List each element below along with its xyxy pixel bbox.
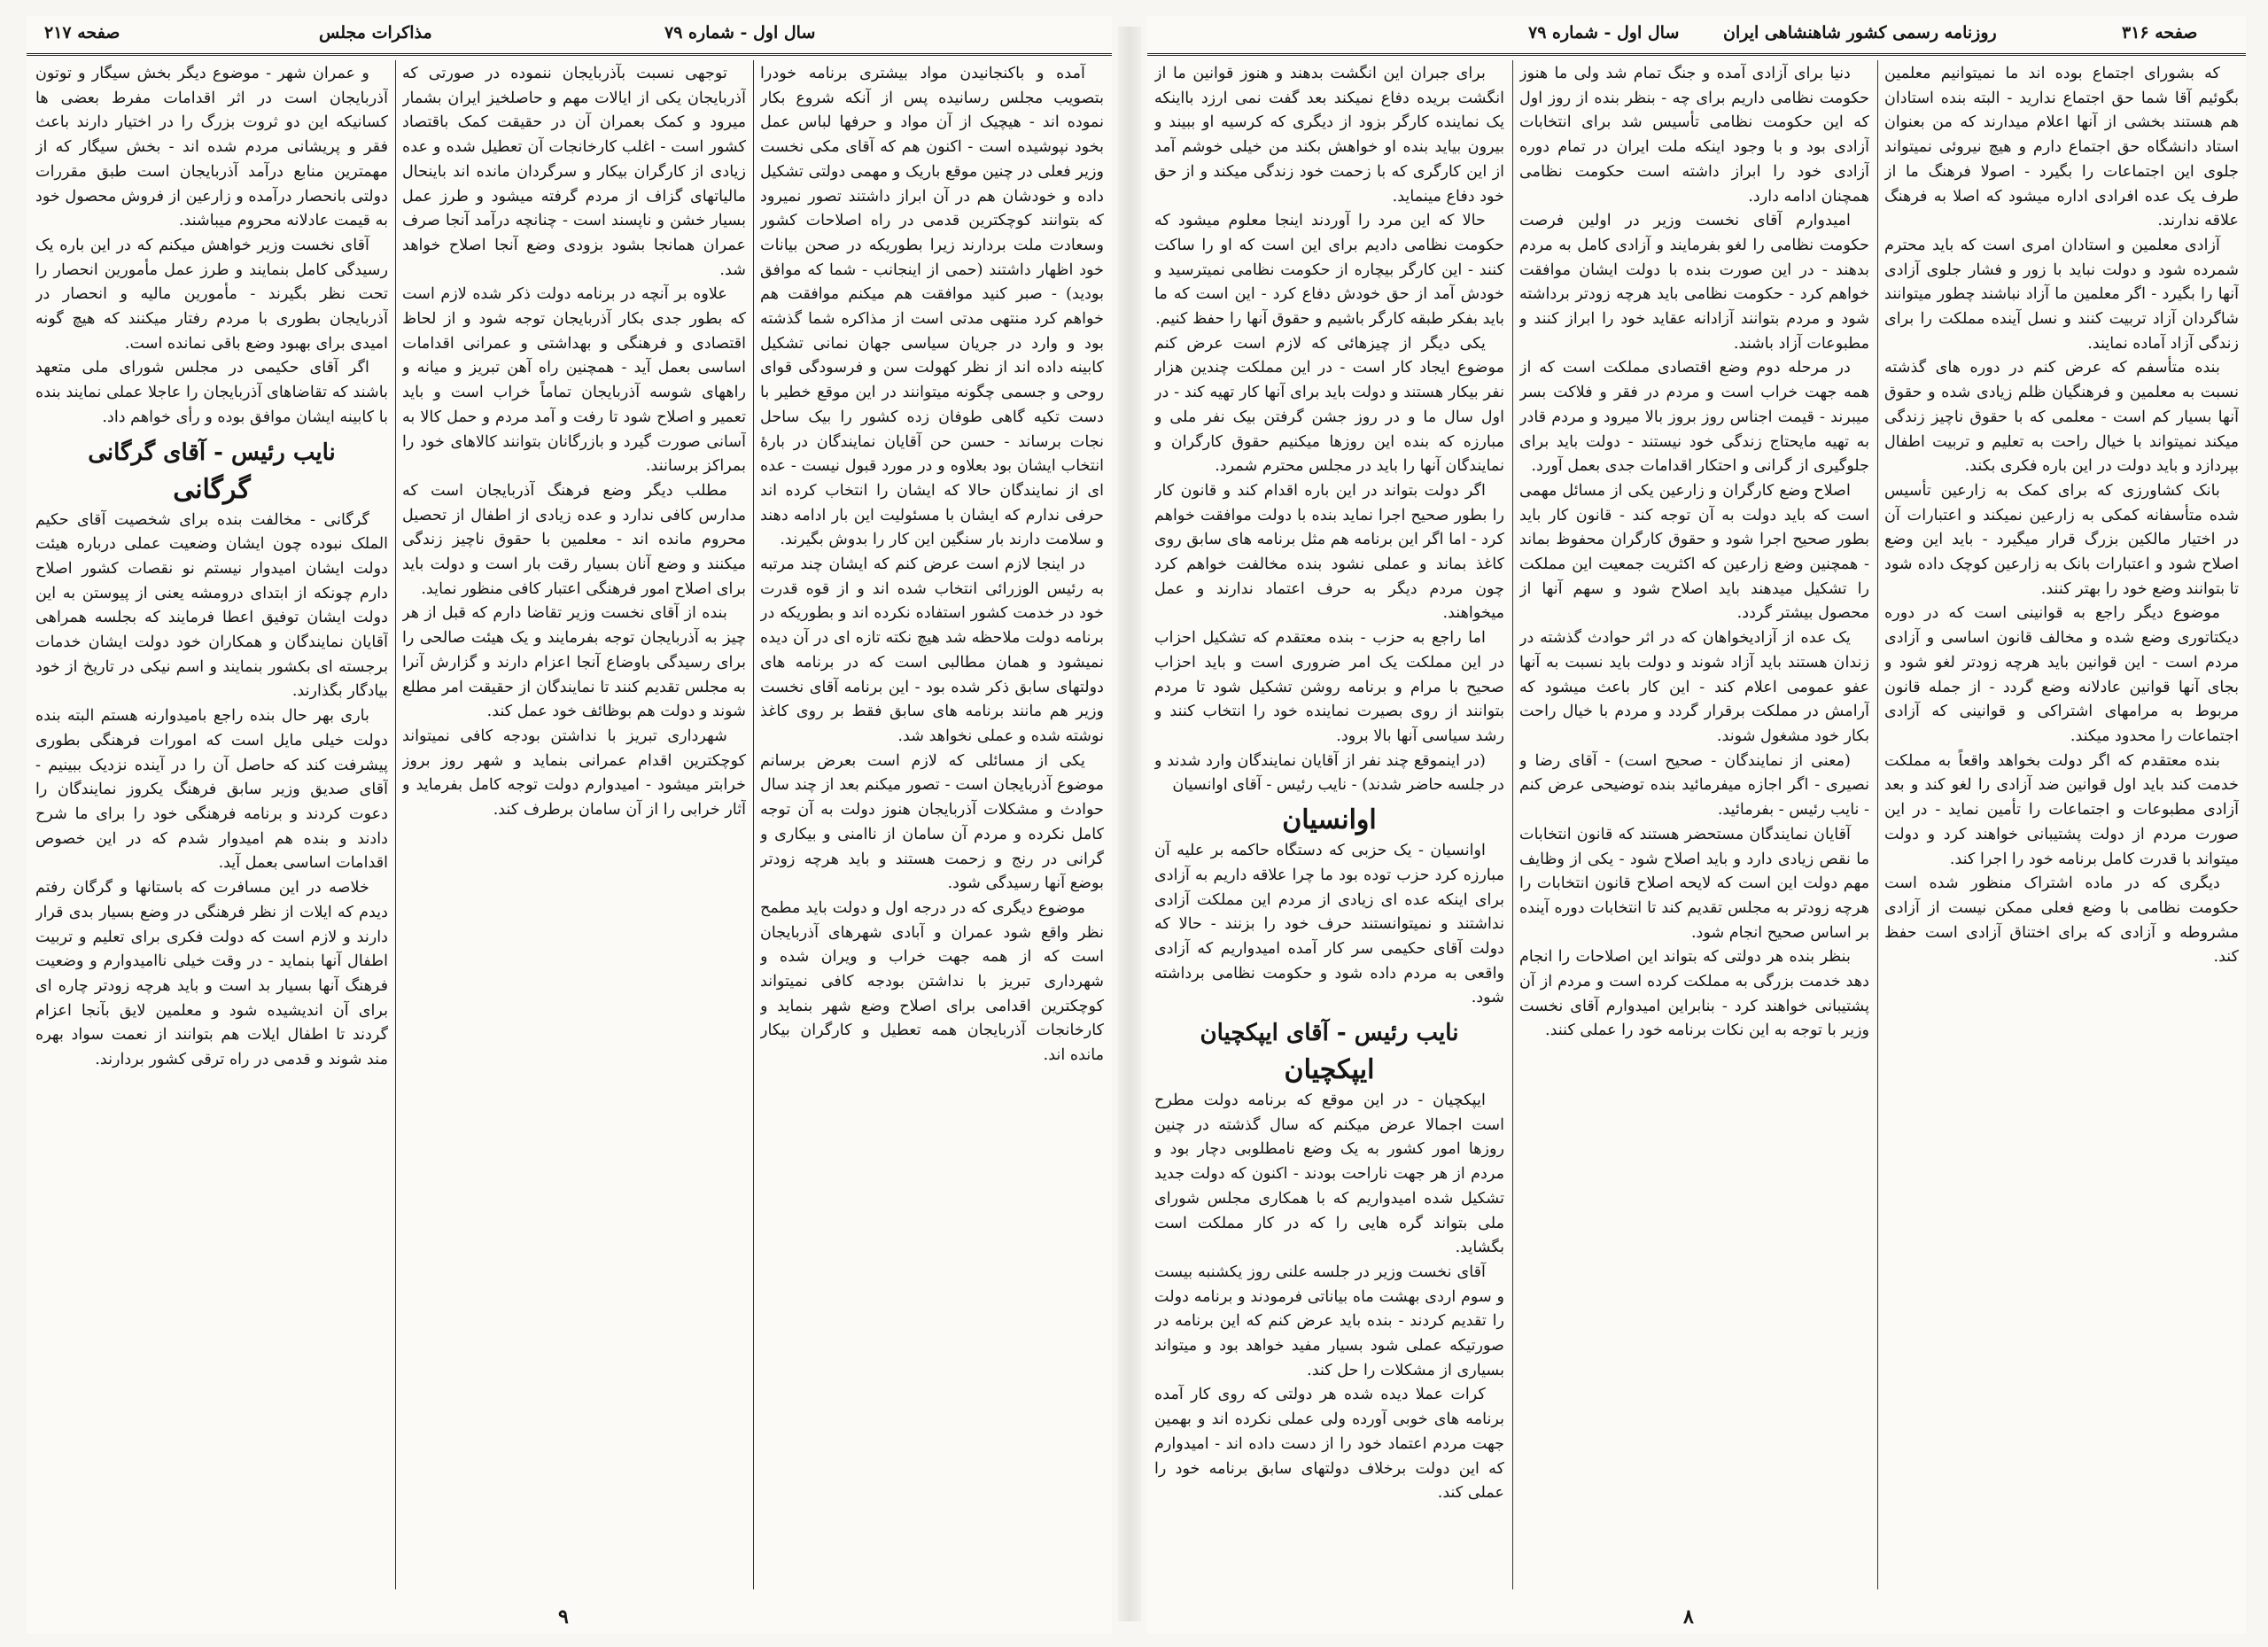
paragraph: باری بهر حال بنده راجع بامیدوارنه هستم البته بنده دولت خیلی مایل است که امورات فرهنگی بطوری پیشرفت کند که حاصل آن را در آینده نزدیک ببینیم - آقای صدیق وزیر سابق فرهنگ یکروز نمایندگان را دعوت کردند و برنامه فرهنگی خود را برای ما شرح دادند و بنده هم امیدوار شدم که در این خصوص اقدامات اساسی بعمل آید. xyxy=(35,707,388,873)
left-page-column-2 xyxy=(402,62,746,1598)
paragraph: آقای نخست وزیر در جلسه علنی روز یکشنبه بیست و سوم اردی بهشت ماه بیاناتی فرمودند و برنامه دولت را تقدیم کردند - بنده باید عرض کنم که این برنامه در صورتیکه عملی شود بسیار مفید خواهد بود و میتواند بسیاری از مشکلات را حل کند. xyxy=(1154,1262,1504,1379)
paragraph: بنده از آقای نخست وزیر تقاضا دارم که قبل از هر چیز به آذربایجان توجه بفرمایند و یک هیئت صالحی را برای رسیدگی باوضاع آنجا اعزام دارند و گزارش آنرا به مجلس تقدیم کنند تا نمایندگان از حقیقت امر مطلع شوند و دولت هم بوظائف خود عمل کند. xyxy=(402,604,746,721)
paragraph: یک عده از آزادیخواهان که در اثر حوادث گذشته در زندان هستند باید آزاد شوند و دولت باید نسبت به آنها عفو عمومی اعلام کند - این کار باعث میشود که آرامش در مملکت برقرار گردد و مردم با خیال راحت بکار خود مشغول شوند. xyxy=(1519,629,1869,745)
paragraph: بنده معتقدم که اگر دولت بخواهد واقعاً به مملکت خدمت کند باید اول قوانین ضد آزادی را لغو کند و بعد آزادی مطبوعات و اجتماعات را تأمین نماید - در این صورت مردم از دولت پشتیبانی خواهند کرد و دولت میتواند با قدرت کامل برنامه خود را اجرا کند. xyxy=(1884,751,2239,868)
paragraph: ایپکچیان - در این موقع که برنامه دولت مطرح است اجمالا عرض میکنم که سال گذشته در چنین روزها امور کشور به یک وضع نامطلوبی دچار بود و مردم از هر جهت ناراحت بودند - اکنون که دولت جدید تشکیل شده امیدواریم که با همکاری مجلس شورای ملی بتواند گره هایی را که در کار مملکت است بگشاید. xyxy=(1154,1092,1504,1257)
left-page-issue: سال اول - شماره ۷۹ xyxy=(664,23,816,43)
column-rule xyxy=(1877,60,1878,1589)
paragraph: مطلب دیگر وضع فرهنگ آذربایجان است که مدارس کافی ندارد و عده زیادی از اطفال از تحصیل محروم مانده اند - معلمین با حقوق ناچیز زندگی میکنند و وضع آنان بسیار رقت بار است و دولت باید برای اصلاح امور فرهنگی اعتبار کافی منظور نماید. xyxy=(402,481,746,598)
column-rule xyxy=(395,60,396,1589)
right-page-column-2 xyxy=(1519,62,1869,1598)
speaker-name: ایپکچیان xyxy=(1284,1054,1375,1086)
paragraph: آمده و باکنجانیدن مواد بیشتری برنامه خودرا بتصویب مجلس رسانیده پس از آنکه شروع بکار نموده اند - هیچیک از آن مواد و حرفها لباس عمل بخود نپوشیده است - اکنون هم که آقای مکی نخست وزیر فعلی در چنین موقع باریک و مهمی دولتی تشکیل داده و خودشان هم در آن ابراز داشتند تصور نمیرود که بتوانند کوچکترین قدمی در راه اصلاحات کشور وسعادت ملت بردارند زیرا بطوریکه در صحن بیانات خود اظهار داشتند (حمی از اینجانب - شما که موافق بودید) - صبر کنید موافقت هم میکنم موافقت هم خواهم کرد منتهی مدتی است از مذاکره شما گذشته بود و وارد در جریان سیاسی جهان نمانی تشکیل کابینه داده اند از نظر کهولت سن و فرسودگی قوای روحی و جسمی چگونه میتوانند در این موقع خطیر با دست تکیه گاهی طوفان زده کشور را بیک ساحل نجات برساند - حسن حن آقایان نمایندگان در بارهٔ انتخاب ایشان بود بعلاوه و در مورد قبول نیست - عده ای از نمایندگان حالا که ایشان را انتخاب کرده اند حرفی ندارم که ایشان با مسئولیت این بار ادامه دهند و سلامت دارند بار سنگین این کار را بدوش بگیرند. xyxy=(760,65,1104,549)
paragraph: خلاصه در این مسافرت که باستانها و گرگان رفتم دیدم که ایلات از نظر فرهنگی در وضع بسیار بدی قرار دارند و لازم است که دولت فکری برای تعلیم و تربیت اطفال آنها بنماید - در وقت خیلی ناامیدوارم و وضعیت فرهنگ آنها بسیار بد است و باید هرچه زودتر چاره ای برای آن اندیشیده شود و معلمین لایق بآنجا اعزام گردند تا اطفال ایلات هم بتوانند از نعمت سواد بهره مند شوند و قدمی در راه ترقی کشور بردارند. xyxy=(35,879,388,1069)
paragraph: بنظر بنده هر دولتی که بتواند این اصلاحات را انجام دهد خدمت بزرگی به مملکت کرده است و مردم از آن پشتیبانی خواهند کرد - بنابراین امیدوارم آقای نخست وزیر با توجه به این نکات برنامه خود را عملی کنند. xyxy=(1519,948,1869,1040)
paragraph: شهرداری تبریز با نداشتن بودجه کافی نمیتواند کوچکترین اقدام عمرانی بنماید و شهر روز بروز خرابتر میشود - امیدوارم دولت توجه کامل بفرماید و آثار خرابی را از آن سامان برطرف کند. xyxy=(402,726,746,820)
paragraph: در مرحله دوم وضع اقتصادی مملکت است که از همه جهت خراب است و مردم در فقر و فلاکت بسر میبرند - قیمت اجناس روز بروز بالا میرود و مردم قادر به تهیه مایحتاج زندگی خود نیستند - دولت باید برای جلوگیری از گرانی و احتکار اقدامات جدی بعمل آورد. xyxy=(1519,359,1869,476)
right-page-header xyxy=(1147,16,2246,51)
left-page xyxy=(27,16,1112,1634)
speaker-name: اوانسیان xyxy=(1282,804,1377,836)
paragraph: بنده متأسفم که عرض کنم در دوره های گذشته نسبت به معلمین و فرهنگیان ظلم زیادی شده و حقوق آنها بسیار کم است - معلمی که با حقوق ناچیز زندگی میکند نمیتواند با خیال راحت به تعلیم و تربیت اطفال بپردازد و باید دولت در این باره فکری بکند. xyxy=(1884,359,2239,476)
left-page-header xyxy=(27,16,1112,51)
right-page-issue: سال اول - شماره ۷۹ xyxy=(1528,23,1680,43)
paragraph: حالا که این مرد را آوردند اینجا معلوم میشود که حکومت نظامی دادیم برای این است که او را ساکت کنند - این کارگر بیچاره از حکومت نظامی نمیترسید و خودش آمد از حق خودش دفاع کرد - این است که ما باید بفکر طبقه کارگر باشیم و حقوق آنها را حفظ کنیم. xyxy=(1154,212,1504,329)
paragraph: (در اینموقع چند نفر از آقایان نمایندگان وارد شدند و در جلسه حاضر شدند) - نایب رئیس - آقای اوانسیان xyxy=(1154,751,1504,795)
paragraph: توجهی نسبت بآذربایجان ننموده در صورتی که آذربایجان یکی از ایالات مهم و حاصلخیز ایران بشمار میرود و کمک بعمران آن در حقیقت کمک باقتصاد کشور است - اغلب کارخانجات آن تعطیل شده و عده زیادی از کارگران بیکار و سرگردان مانده اند باینحال مالیاتهای گزاف از مردم گرفته میشود و طرز عمل بسیار خشن و ناپسند است - چنانچه درآمد آنجا صرف عمران همانجا بشود بزودی وضع آنجا اصلاح خواهد شد. xyxy=(402,65,746,279)
paragraph: آزادی معلمین و استادان امری است که باید محترم شمرده شود و دولت نباید با زور و فشار جلوی آزادی آنها را بگیرد - اگر معلمین ما آزاد نباشند چطور میتوانند شاگردان آزاد تربیت کنند و نسل آینده مملکت را برای زندگی آزاد آماده نمایند. xyxy=(1884,236,2239,353)
left-page-column-3 xyxy=(35,62,388,1598)
paragraph: که بشورای اجتماع بوده اند ما نمیتوانیم معلمین بگوئیم آقا شما حق اجتماع ندارید - البته بنده استادان هم هستند بخشی از آنها اعلام میدارند که من بعنوان استاد دانشگاه حق اجتماع دارم و هیچ نیروئی نمیتواند جلوی این اجتماعات را بگیرد - اصولا فرهنگ ما از طرف یک عده افرادی اداره میشود که اصلا به فرهنگ علاقه ندارند. xyxy=(1884,65,2239,230)
paragraph: یکی دیگر از چیزهائی که لازم است عرض کنم موضوع ایجاد کار است - در این مملکت چندین هزار نفر بیکار هستند و دولت باید برای آنها کار تهیه کند - در اول سال ما و در روز جشن گرفتن بیک نفر ملی و مبارزه که بنده این روزها میکنیم حقوق کارگران و نمایندگان آنها را باید در مجلس محترم شمرد. xyxy=(1154,334,1504,476)
left-page-folio: ۹ xyxy=(558,1605,569,1628)
right-page-number: صفحه ۳۱۶ xyxy=(2122,23,2198,43)
speaker-title: نایب رئیس - آقای گرگانی xyxy=(88,439,336,466)
speaker-heading xyxy=(35,438,388,468)
column-rule xyxy=(1512,60,1513,1589)
paragraph: در اینجا لازم است عرض کنم که ایشان چند مرتبه به رئیس الوزرائی انتخاب شده اند و از قوه قدرت خود در خدمت کشور استفاده نکرده اند و بطوریکه در برنامه دولت ملاحظه شد هیچ نکته تازه ای در آن دیده نمیشود و همان مطالبی است که در برنامه های دولتهای سابق ذکر شده بود - این برنامه آقای نخست وزیر هم مانند برنامه های سابق فقط بر روی کاغذ نوشته شده و عملی نخواهد شد. xyxy=(760,555,1104,745)
right-page-column-3 xyxy=(1884,62,2239,1598)
right-page xyxy=(1147,16,2246,1634)
paragraph: (معنی از نمایندگان - صحیح است) - آقای رضا و نصیری - اگر اجازه میفرمائید بنده توضیحی عرض کنم - نایب رئیس - بفرمائید. xyxy=(1519,751,1869,820)
paragraph: آقایان نمایندگان مستحضر هستند که قانون انتخابات ما نقص زیادی دارد و باید اصلاح شود - یکی از وظایف مهم دولت این است که لایحه اصلاح قانون انتخابات را هرچه زودتر به مجلس تقدیم کند تا انتخابات دوره آینده بر اساس صحیح انجام شود. xyxy=(1519,825,1869,942)
paragraph: اوانسیان - یک حزبی که دستگاه حاکمه بر علیه آن مبارزه کرد حزب توده بود ما چرا علاقه داریم به آزادی برای اینکه عده ای زیادی از مردم این مملکت آزادی نداشتند و نمیتوانستند حرف خود را بزنند - حالا که دولت آقای حکیمی سر کار آمده امیدواریم که آزادی واقعی به مردم داده شود و حکومت نظامی برداشته شود. xyxy=(1154,842,1504,1007)
right-page-section-title: روزنامه رسمی کشور شاهنشاهی ایران xyxy=(1723,23,1997,43)
right-header-rule xyxy=(1147,53,2246,56)
paragraph: و عمران شهر - موضوع دیگر بخش سیگار و توتون آذربایجان است در اثر اقدامات مفرط بعضی ها کسانیکه این دو ثروت بزرگ را در اختیار دارند باعث فقر و پریشانی مردم شده اند - بخش سیگار که از مهمترین منابع درآمد آذربایجان است طبق مقررات دولتی بانحصار درآمده و زارعین از فروش محصول خود به قیمت عادلانه محروم میباشند. xyxy=(35,65,388,230)
paragraph: بانک کشاورزی که برای کمک به زارعین تأسیس شده متأسفانه کمکی به زارعین نمیکند و اعتبارات آن در اختیار مالکین بزرگ قرار میگیرد - باید این وضع اصلاح شود و اعتبارات بانک به زارعین کوچک داده شود تا بتوانند وضع خود را بهتر کنند. xyxy=(1884,481,2239,598)
right-page-folio: ۸ xyxy=(1683,1605,1694,1628)
paragraph: علاوه بر آنچه در برنامه دولت ذکر شده لازم است که بطور جدی بکار آذربایجان توجه شود و از لحاظ اقتصادی و فرهنگی و بهداشتی و عمرانی اقدامات اساسی بعمل آید - همچنین راه آهن تبریز و میانه و راههای شوسه آذربایجان تماماً خراب است و باید تعمیر و اصلاح شود تا رفت و آمد مردم و حمل کالا به آسانی صورت گیرد و بازرگانان بتوانند کالاهای خود را بمراکز برسانند. xyxy=(402,285,746,476)
column-rule xyxy=(753,60,754,1589)
paragraph: اگر آقای حکیمی در مجلس شورای ملی متعهد باشند که تقاضاهای آذربایجان را عاجلا عملی نمایند بنده با کابینه ایشان موافق بوده و رأی خواهم داد. xyxy=(35,359,388,426)
paragraph: اصلاح وضع کارگران و زارعین یکی از مسائل مهمی است که باید دولت به آن توجه کند - قانون کار باید بطور صحیح اجرا شود و حقوق کارگران محفوظ بماند - همچنین وضع زارعین که اکثریت جمعیت این مملکت را تشکیل میدهند باید اصلاح شود و سهم آنها از محصول بیشتر گردد. xyxy=(1519,481,1869,623)
paragraph: آقای نخست وزیر خواهش میکنم که در این باره یک رسیدگی کامل بنمایند و طرز عمل مأمورین انحصار را تحت نظر بگیرند - مأمورین مالیه و انحصار در آذربایجان بطوری با مردم رفتار میکنند که هیچ گونه امیدی برای بهبود وضع باقی نمانده است. xyxy=(35,236,388,353)
paragraph: یکی از مسائلی که لازم است بعرض برسانم موضوع آذربایجان است - تصور میکنم بعد از چند سال حوادث و مشکلات آذربایجان هنوز دولت به آن توجه کامل نکرده و مردم آن سامان از ناامنی و بیکاری و گرانی در رنج و زحمت هستند و باید هرچه زودتر بوضع آنها رسیدگی شود. xyxy=(760,751,1104,893)
paragraph: دنیا برای آزادی آمده و جنگ تمام شد ولی ما هنوز حکومت نظامی داریم برای چه - بنظر بنده از روز اول که این حکومت نظامی تأسیس شد برای انتخابات آزادی بود و با وجود اینکه ملت ایران در تمام دوره آزادی خود را ابراز داشته است حکومت نظامی همچنان ادامه دارد. xyxy=(1519,65,1869,206)
paragraph: اما راجع به حزب - بنده معتقدم که تشکیل احزاب در این مملکت یک امر ضروری است و باید احزاب صحیح با مرام و برنامه روشن تشکیل شود تا مردم بتوانند از روی بصیرت نماینده خود را انتخاب کنند و رشد سیاسی آنها بالا برود. xyxy=(1154,629,1504,745)
right-page-column-1 xyxy=(1154,62,1504,1598)
paragraph: موضوع دیگر راجع به قوانینی است که در دوره دیکتاتوری وضع شده و مخالف قانون اساسی و آزادی مردم است - این قوانین باید هرچه زودتر لغو شود و بجای آنها قوانین عادلانه وضع گردد - از جمله قانون مربوط به مرامهای اشتراکی و قوانینی که آزادی اجتماعات را محدود میکند. xyxy=(1884,604,2239,745)
left-header-rule xyxy=(27,53,1112,56)
speaker-name: گرگانی xyxy=(173,473,251,505)
paragraph: کرات عملا دیده شده هر دولتی که روی کار آمده برنامه های خوبی آورده ولی عملی نکرده اند و بهمین جهت مردم اعتماد خود را از دست داده اند - امیدوارم که این دولت برخلاف دولتهای سابق برنامه خود را عملی کند. xyxy=(1154,1386,1504,1503)
paragraph: امیدوارم آقای نخست وزیر در اولین فرصت حکومت نظامی را لغو بفرمایند و آزادی کامل به مردم بدهند - در این صورت بنده با دولت ایشان موافقت خواهم کرد - حکومت نظامی باید هرچه زودتر برداشته شود و مردم بتوانند آزادانه عقاید خود را ابراز کنند و مطبوعات آزاد باشند. xyxy=(1519,212,1869,353)
paragraph: دیگری که در ماده اشتراک منظور شده است حکومت نظامی با وضع فعلی ممکن نیست از آزادی مشروطه و آزادی که برای اختناق آزادی است حفظ کند. xyxy=(1884,874,2239,967)
left-page-number: صفحه ۲۱۷ xyxy=(44,23,120,43)
left-page-column-1 xyxy=(760,62,1104,1598)
page-gutter xyxy=(1118,27,1141,1621)
speaker-title: نایب رئیس - آقای ایپکچیان xyxy=(1200,1020,1459,1047)
paragraph: موضوع دیگری که در درجه اول و دولت باید مطمح نظر واقع شود عمران و آبادی شهرهای آذربایجان است که از همه جهت خراب و ویران شده و شهرداری تبریز با نداشتن بودجه کافی نمیتواند کوچکترین اقدامی برای اصلاح وضع شهر بنماید و کارخانجات آذربایجان همه تعطیل و کارگران بیکار مانده اند. xyxy=(760,898,1104,1065)
paragraph: اگر دولت بتواند در این باره اقدام کند و قانون کار را بطور صحیح اجرا نماید بنده با دولت موافقت خواهم کرد - اما اگر این برنامه هم مثل برنامه های سابق روی کاغذ بماند و عملی نشود بنده مخالفت خواهم کرد چون مردم دیگر به حرف اعتماد ندارند و عمل میخواهند. xyxy=(1154,481,1504,623)
paragraph: گرگانی - مخالفت بنده برای شخصیت آقای حکیم الملک نبوده چون ایشان وضعیت عملی درباره هیئت دولت ایشان امیدوار نیستم نو نقصات کشور اصلاح دارم چونکه از ابتدای درومشه یعنی از پیوستن به این دولت ایشان توفیق اعطا فرمایند که بجلسه همراهی آقایان نمایندگان و همکاران خود دولت ایشان خدمات برجسته ای بکشور بنمایند و اسم نیکی در تاریخ از خود بیادگار بگذارند. xyxy=(35,510,388,701)
paragraph: برای جبران این انگشت بدهند و هنوز قوانین ما از انگشت بریده دفاع نمیکند بعد گفت نمی ارزد بااینکه یک نماینده کارگر بزود از دیگری که کرسیه او ببیند و بیرون بیاید بنده او خواهش بکند من خیلی خوشم آمد از این کارگری که با زحمت خود زندگی میکند و از حق خود دفاع مینماید. xyxy=(1154,65,1504,206)
left-page-section-title: مذاکرات مجلس xyxy=(319,23,432,43)
